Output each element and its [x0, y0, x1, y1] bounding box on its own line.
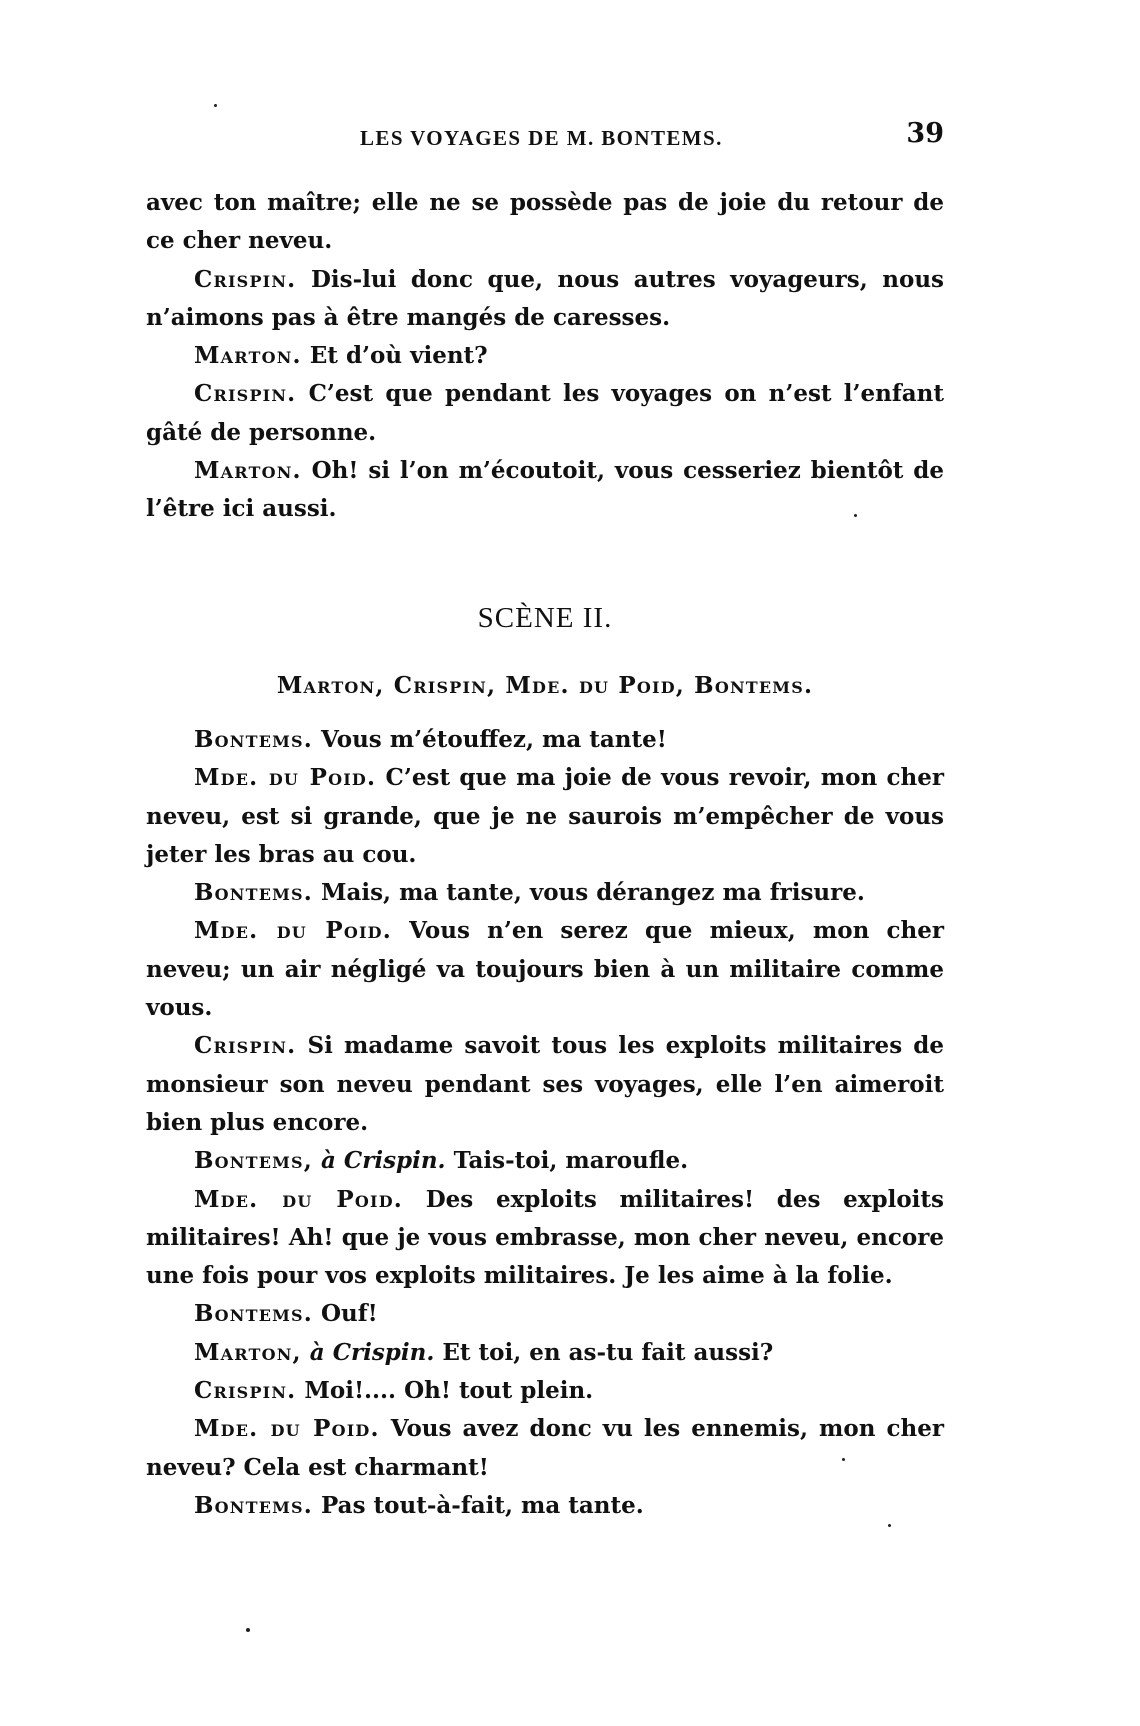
- speaker-name: Crispin.: [194, 1032, 297, 1060]
- speech-text: Vous n’en serez que mieux, mon cher neveu; un air négligé va toujours bien à un militaire comme vous.: [146, 917, 944, 1022]
- print-speck: [854, 514, 857, 517]
- speaker-name: Mde. du Poid.: [194, 1415, 380, 1443]
- page-number: 39: [906, 118, 944, 149]
- speech: [146, 1295, 944, 1333]
- speech-text: Et toi, en as-tu fait aussi?: [442, 1338, 774, 1366]
- speaker-name: Bontems.: [194, 1491, 313, 1519]
- speech-text: Ouf!: [321, 1300, 378, 1328]
- speech-text: Vous m’étouffez, ma tante!: [321, 725, 667, 753]
- speech: [146, 1142, 944, 1180]
- page-body: [146, 184, 944, 1525]
- speech-text: Mais, ma tante, vous dérangez ma frisure.: [321, 879, 865, 907]
- speech: [146, 759, 944, 874]
- speaker-name: Bontems,: [194, 1147, 313, 1175]
- speaker-name: Marton,: [194, 1338, 302, 1366]
- speech: [146, 912, 944, 1027]
- scene-heading: SCÈNE II.: [477, 601, 613, 634]
- speech-text: Vous avez donc vu les ennemis, mon cher neveu? Cela est charmant!: [146, 1415, 944, 1481]
- speech: [146, 1487, 944, 1525]
- speech: [146, 1372, 944, 1410]
- speaker-name: Crispin.: [194, 265, 297, 293]
- continuation-paragraph: [146, 184, 944, 261]
- speech: [146, 874, 944, 912]
- speech-text: Oh! si l’on m’écoutoit, vous cesseriez bientôt de l’être ici aussi.: [146, 457, 944, 523]
- speech: [146, 375, 944, 452]
- speech-text: C’est que pendant les voyages on n’est l’enfant gâté de personne.: [146, 380, 944, 446]
- speech-text: Tais-toi, maroufle.: [453, 1147, 689, 1175]
- speech: [146, 1027, 944, 1142]
- speech: [146, 1334, 944, 1372]
- speech-text: Dis-lui donc que, nous autres voyageurs, nous n’aimons pas à être mangés de caresses.: [146, 265, 944, 331]
- print-speck: [888, 1524, 891, 1527]
- print-speck: [246, 1628, 250, 1632]
- speaker-name: Crispin.: [194, 380, 297, 408]
- speaker-name: Bontems.: [194, 1300, 313, 1328]
- speech-text: C’est que ma joie de vous revoir, mon cher neveu, est si grande, que je ne saurois m’empêcher de vous jeter les bras au cou.: [146, 764, 944, 868]
- scene-cast-list: Marton, Crispin, Mde. du Poid, Bontems.: [276, 671, 814, 699]
- running-title: LES VOYAGES DE M. BONTEMS.: [360, 126, 723, 150]
- speech-text: Des exploits militaires! des exploits militaires! Ah! que je vous embrasse, mon cher neveu, encore une fois pour vos exploits militaires. Je les aime à la folie.: [146, 1185, 944, 1290]
- speaker-name: Marton.: [194, 457, 302, 485]
- speech: [146, 337, 944, 375]
- speech: [146, 721, 944, 759]
- speaker-name: Mde. du Poid.: [194, 1185, 403, 1213]
- speech-text: Si madame savoit tous les exploits militaires de monsieur son neveu pendant ses voyages, elle l’en aimeroit bien plus encore.: [146, 1032, 944, 1136]
- speech: [146, 261, 944, 338]
- paragraph-text: avec ton maître; elle ne se possède pas de joie du retour de ce cher neveu.: [146, 189, 944, 255]
- stage-direction: à Crispin.: [321, 1147, 446, 1175]
- print-speck: [214, 104, 217, 107]
- speaker-name: Mde. du Poid.: [194, 764, 377, 792]
- print-speck: [842, 1458, 845, 1461]
- speech-text: Et d’où vient?: [309, 342, 488, 370]
- speech: [146, 1410, 944, 1487]
- stage-direction: à Crispin.: [309, 1338, 435, 1366]
- speaker-name: Bontems.: [194, 725, 313, 753]
- speaker-name: Marton.: [194, 342, 302, 370]
- speech: [146, 1181, 944, 1296]
- speaker-name: Crispin.: [194, 1377, 297, 1405]
- speaker-name: Mde. du Poid.: [194, 917, 392, 945]
- speaker-name: Bontems.: [194, 879, 313, 907]
- speech: [146, 452, 944, 529]
- speech-text: Moi!.... Oh! tout plein.: [304, 1377, 594, 1405]
- speech-text: Pas tout-à-fait, ma tante.: [321, 1491, 644, 1519]
- page-header: [0, 118, 1140, 158]
